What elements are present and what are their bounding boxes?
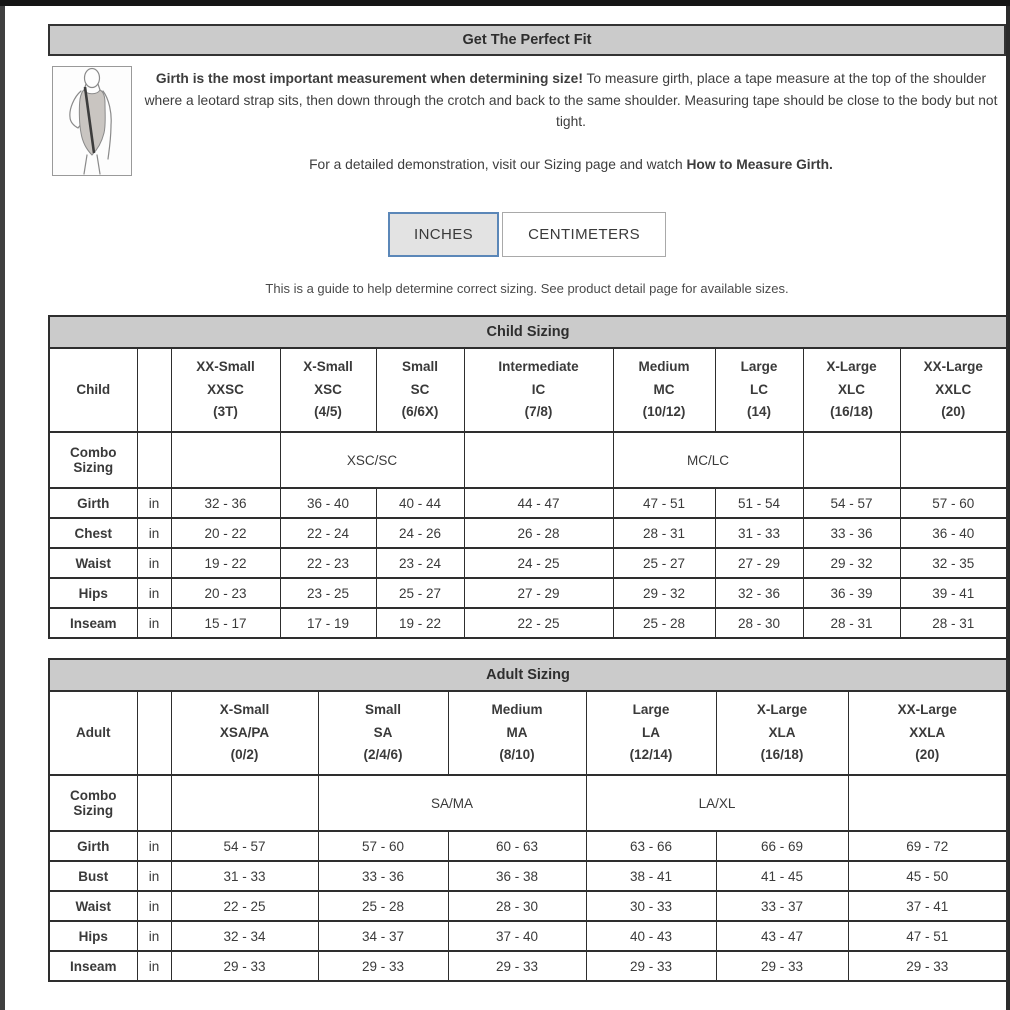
value-cell: 29 - 33	[586, 951, 716, 981]
value-cell: 47 - 51	[613, 488, 715, 518]
measurement-row-label: Chest	[49, 518, 137, 548]
value-cell: 40 - 44	[376, 488, 464, 518]
size-column-header: X-Small XSA/PA (0/2)	[171, 691, 318, 775]
value-cell: 23 - 24	[376, 548, 464, 578]
value-cell: 41 - 45	[716, 861, 848, 891]
value-cell: 26 - 28	[464, 518, 613, 548]
value-cell: 20 - 22	[171, 518, 280, 548]
unit-toggle	[48, 212, 1006, 257]
value-cell: 57 - 60	[318, 831, 448, 861]
value-cell: 32 - 36	[715, 578, 803, 608]
value-cell: 29 - 33	[318, 951, 448, 981]
table-row	[49, 861, 1007, 891]
value-cell: 36 - 40	[280, 488, 376, 518]
inches-button[interactable]: INCHES	[388, 212, 499, 257]
value-cell: 54 - 57	[803, 488, 900, 518]
value-cell: 60 - 63	[448, 831, 586, 861]
measurement-row-label: Inseam	[49, 951, 137, 981]
page-title	[48, 24, 1006, 56]
value-cell: 36 - 39	[803, 578, 900, 608]
value-cell: 32 - 35	[900, 548, 1007, 578]
size-column-header: X-Large XLA (16/18)	[716, 691, 848, 775]
value-cell: 25 - 28	[613, 608, 715, 638]
value-cell: 25 - 27	[613, 548, 715, 578]
combo-unit-cell	[137, 432, 171, 488]
value-cell: 32 - 34	[171, 921, 318, 951]
value-cell: 29 - 32	[803, 548, 900, 578]
page-title-label: Get The Perfect Fit	[462, 32, 592, 48]
value-cell: 29 - 33	[848, 951, 1007, 981]
value-cell: 31 - 33	[171, 861, 318, 891]
table-row	[49, 831, 1007, 861]
value-cell: 54 - 57	[171, 831, 318, 861]
unit-cell: in	[137, 861, 171, 891]
value-cell: 66 - 69	[716, 831, 848, 861]
intro-bold-text: Girth is the most important measurement when determining size!	[155, 71, 583, 86]
table-row	[49, 951, 1007, 981]
measurement-row-label: Waist	[49, 891, 137, 921]
combo-cell: XSC/SC	[280, 432, 464, 488]
value-cell: 29 - 33	[448, 951, 586, 981]
unit-column-header	[137, 691, 171, 775]
value-cell: 44 - 47	[464, 488, 613, 518]
value-cell: 30 - 33	[586, 891, 716, 921]
leotard-measurement-icon	[52, 66, 132, 176]
size-column-header: Small SA (2/4/6)	[318, 691, 448, 775]
value-cell: 24 - 25	[464, 548, 613, 578]
value-cell: 28 - 31	[803, 608, 900, 638]
value-cell: 47 - 51	[848, 921, 1007, 951]
unit-cell: in	[137, 891, 171, 921]
adult-sizing-table-host	[48, 658, 1006, 982]
child-sizing-table-host	[48, 315, 1006, 639]
value-cell: 31 - 33	[715, 518, 803, 548]
combo-cell	[464, 432, 613, 488]
demo-paragraph	[142, 154, 1000, 176]
size-column-header: Medium MC (10/12)	[613, 348, 715, 432]
size-column-header: Small SC (6/6X)	[376, 348, 464, 432]
value-cell: 37 - 41	[848, 891, 1007, 921]
value-cell: 27 - 29	[464, 578, 613, 608]
table-row-header: Child	[49, 348, 137, 432]
sizing-note: This is a guide to help determine correct sizing. See product detail page for available sizes.	[265, 281, 789, 296]
unit-cell: in	[137, 921, 171, 951]
value-cell: 28 - 30	[448, 891, 586, 921]
table-row	[49, 488, 1007, 518]
value-cell: 15 - 17	[171, 608, 280, 638]
value-cell: 39 - 41	[900, 578, 1007, 608]
value-cell: 28 - 31	[900, 608, 1007, 638]
combo-cell	[171, 432, 280, 488]
size-column-header: Intermediate IC (7/8)	[464, 348, 613, 432]
combo-row-label: Combo Sizing	[49, 432, 137, 488]
combo-row-label: Combo Sizing	[49, 775, 137, 831]
value-cell: 25 - 28	[318, 891, 448, 921]
value-cell: 36 - 38	[448, 861, 586, 891]
adult-table	[48, 658, 1008, 982]
value-cell: 29 - 33	[716, 951, 848, 981]
value-cell: 22 - 25	[171, 891, 318, 921]
page-content	[48, 6, 1006, 982]
leotard-girth-diagram-icon	[53, 67, 131, 175]
value-cell: 28 - 30	[715, 608, 803, 638]
value-cell: 40 - 43	[586, 921, 716, 951]
unit-cell: in	[137, 488, 171, 518]
value-cell: 29 - 33	[171, 951, 318, 981]
measurement-row-label: Girth	[49, 488, 137, 518]
value-cell: 37 - 40	[448, 921, 586, 951]
value-cell: 20 - 23	[171, 578, 280, 608]
combo-cell: LA/XL	[586, 775, 848, 831]
value-cell: 23 - 25	[280, 578, 376, 608]
child-table	[48, 315, 1008, 639]
value-cell: 38 - 41	[586, 861, 716, 891]
combo-cell: MC/LC	[613, 432, 803, 488]
table-row	[49, 921, 1007, 951]
combo-cell	[171, 775, 318, 831]
value-cell: 27 - 29	[715, 548, 803, 578]
table-row	[49, 548, 1007, 578]
measurement-row-label: Girth	[49, 831, 137, 861]
measurement-row-label: Hips	[49, 921, 137, 951]
value-cell: 22 - 23	[280, 548, 376, 578]
value-cell: 33 - 37	[716, 891, 848, 921]
unit-cell: in	[137, 831, 171, 861]
value-cell: 69 - 72	[848, 831, 1007, 861]
measurement-row-label: Hips	[49, 578, 137, 608]
table-row	[49, 578, 1007, 608]
intro-section	[48, 66, 1006, 176]
unit-cell: in	[137, 548, 171, 578]
unit-column-header	[137, 348, 171, 432]
table-row-header: Adult	[49, 691, 137, 775]
centimeters-button[interactable]: CENTIMETERS	[502, 212, 666, 257]
table-row	[49, 891, 1007, 921]
value-cell: 33 - 36	[803, 518, 900, 548]
value-cell: 43 - 47	[716, 921, 848, 951]
value-cell: 25 - 27	[376, 578, 464, 608]
value-cell: 19 - 22	[171, 548, 280, 578]
value-cell: 34 - 37	[318, 921, 448, 951]
size-column-header: XX-Large XXLA (20)	[848, 691, 1007, 775]
size-column-header: Large LC (14)	[715, 348, 803, 432]
measurement-row-label: Inseam	[49, 608, 137, 638]
value-cell: 22 - 25	[464, 608, 613, 638]
combo-cell	[803, 432, 900, 488]
value-cell: 32 - 36	[171, 488, 280, 518]
demo-regular-text: For a detailed demonstration, visit our Sizing page and watch	[309, 156, 687, 172]
size-column-header: Large LA (12/14)	[586, 691, 716, 775]
unit-cell: in	[137, 578, 171, 608]
value-cell: 45 - 50	[848, 861, 1007, 891]
measurement-row-label: Waist	[49, 548, 137, 578]
combo-cell	[900, 432, 1007, 488]
page-left-edge	[0, 6, 5, 1010]
table-title: Adult Sizing	[49, 659, 1007, 691]
table-title: Child Sizing	[49, 316, 1007, 348]
value-cell: 29 - 32	[613, 578, 715, 608]
value-cell: 24 - 26	[376, 518, 464, 548]
intro-regular-text: To measure girth, place a tape measure at the top of the shoulder where a leotard strap sits, then down through the crotch and back to the same shoulder. Measuring tape should be close to the body but not tight.	[144, 71, 998, 130]
value-cell: 19 - 22	[376, 608, 464, 638]
intro-paragraph	[142, 68, 1000, 133]
combo-unit-cell	[137, 775, 171, 831]
value-cell: 22 - 24	[280, 518, 376, 548]
value-cell: 57 - 60	[900, 488, 1007, 518]
value-cell: 63 - 66	[586, 831, 716, 861]
unit-cell: in	[137, 608, 171, 638]
measurement-row-label: Bust	[49, 861, 137, 891]
combo-cell	[848, 775, 1007, 831]
value-cell: 36 - 40	[900, 518, 1007, 548]
combo-cell: SA/MA	[318, 775, 586, 831]
unit-cell: in	[137, 518, 171, 548]
size-column-header: XX-Small XXSC (3T)	[171, 348, 280, 432]
value-cell: 28 - 31	[613, 518, 715, 548]
size-column-header: X-Small XSC (4/5)	[280, 348, 376, 432]
size-column-header: XX-Large XXLC (20)	[900, 348, 1007, 432]
intro-text	[132, 66, 1006, 176]
value-cell: 33 - 36	[318, 861, 448, 891]
size-column-header: Medium MA (8/10)	[448, 691, 586, 775]
value-cell: 51 - 54	[715, 488, 803, 518]
size-column-header: X-Large XLC (16/18)	[803, 348, 900, 432]
value-cell: 17 - 19	[280, 608, 376, 638]
unit-cell: in	[137, 951, 171, 981]
table-row	[49, 608, 1007, 638]
table-row	[49, 518, 1007, 548]
demo-bold-text: How to Measure Girth.	[686, 156, 833, 172]
